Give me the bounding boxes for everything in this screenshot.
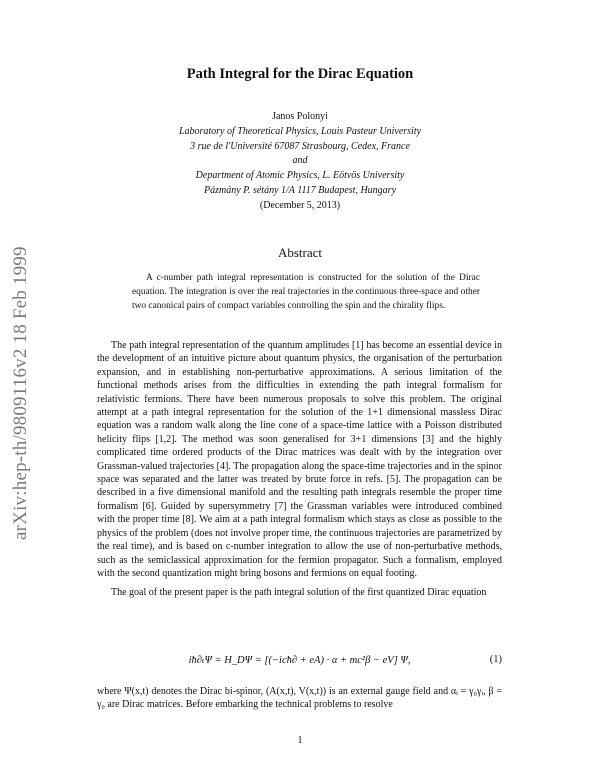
equation-formula: iħ∂ₜΨ = H_DΨ = [(−icħ∂ + eA) · α + mc²β − eV] Ψ, bbox=[188, 655, 411, 666]
paper-title: Path Integral for the Dirac Equation bbox=[186, 66, 414, 82]
equation-number: (1) bbox=[489, 654, 502, 665]
post-equation-text: where Ψ(x,t) denotes the Dirac bi-spinor, (A(x,t), V(x,t)) is an external gauge field and αᵢ = γ₀γᵢ, β = γ₀ are Dirac matrices. Before embarking the technical problems to resolve bbox=[97, 686, 502, 711]
affiliation-2-line-1: Department of Atomic Physics, L. Eötvös University bbox=[195, 170, 405, 182]
body-text bbox=[97, 339, 502, 600]
affiliation-1-line-1: Laboratory of Theoretical Physics, Louis Pasteur University bbox=[178, 125, 422, 137]
abstract-text-block bbox=[132, 271, 480, 314]
page-number: 1 bbox=[297, 735, 303, 746]
dirac-equation bbox=[97, 654, 502, 680]
author-block bbox=[0, 110, 600, 214]
paper-date: (December 5, 2013) bbox=[259, 199, 341, 211]
paragraph-1: The path integral representation of the quantum amplitudes [1] has become an essential device in the development of an intuitive picture about quantum physics, the organisation of the perturbation expansion, and in establishing non-perturbative approximations. A serious limitation of the functional methods arises from the difficulties in extending the path integral formalism for relativistic fermions. There have been numerous proposals to solve this problem. The original attempt at a path integral representation for the solution of the 1+1 dimensional massless Dirac equation was a random walk along the line cone of a space-time lattice with a Poisson distributed helicity flips [1,2]. The method was soon generalised for 3+1 dimensions [3] and the highly complicated time ordered products of the Dirac matrices was dealt with by the integration over Grassman-valued trajectories [4]. The propagation along the space-time trajectories and in the spinor space was separated and the latter was treated by brute force in refs. [5]. The propagation can be described in a five dimensional manifold and the resulting path integrals resemble the proper time formalism [6]. Guided by supersymmetry [7] the Grassman variables were introduced combined with the proper time [8]. We aim at a path integral formalism which stays as close as possible to the physics of the problem (does not involve proper time, the continuous trajectories are parametrized by the real time), and is based on c-number integration to allow the use of non-perturbative methods, such as the semiclassical approximation for the fermion propagator. Such a formalism, employed with the second quantization might bring bosons and fermions on equal footing. bbox=[97, 340, 502, 579]
affiliation-conjunction: and bbox=[292, 155, 308, 167]
abstract-text: A c-number path integral representation is constructed for the solution of the Dirac equation. The integration is over the real trajectories in the continuous three-space and other two canonical pairs of compact variables controlling the spin and the chirality flips. bbox=[132, 273, 480, 312]
post-equation-text-block bbox=[97, 685, 502, 712]
abstract-heading: Abstract bbox=[277, 245, 323, 260]
affiliation-2-line-2: Pázmány P. sétány 1/A 1117 Budapest, Hungary bbox=[203, 184, 397, 196]
author-name: Janos Polonyi bbox=[272, 111, 328, 122]
paragraph-2: The goal of the present paper is the path integral solution of the first quantized Dirac equation bbox=[111, 587, 487, 599]
affiliation-1-line-2: 3 rue de l'Université 67087 Strasbourg, Cedex, France bbox=[190, 140, 410, 152]
arxiv-identifier: arXiv:hep-th/9809116v2 18 Feb 1999 bbox=[10, 246, 31, 540]
